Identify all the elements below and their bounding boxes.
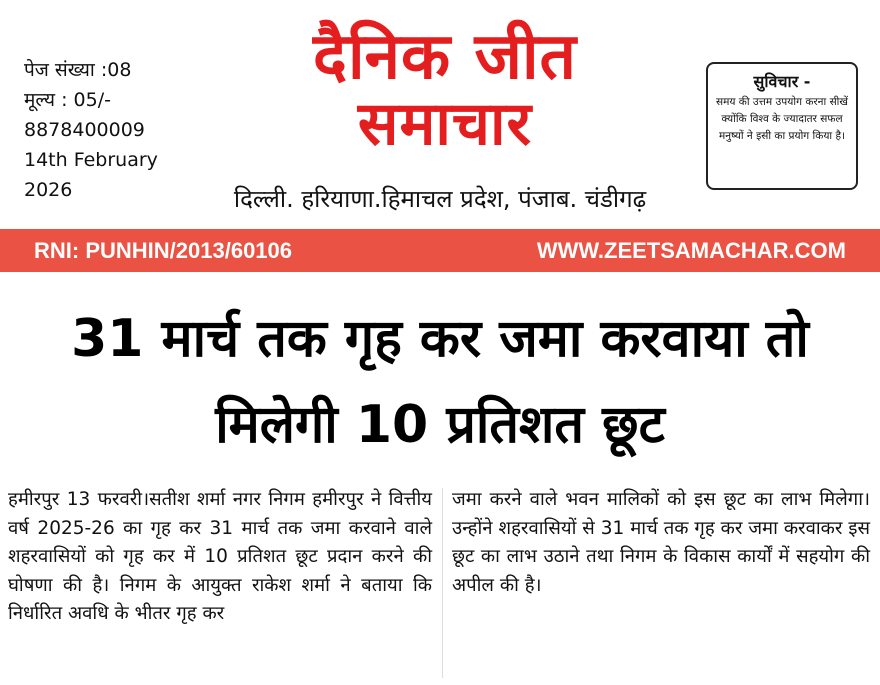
issue-meta (24, 55, 158, 205)
thought-title: सुविचार - (753, 72, 811, 91)
coverage-regions: दिल्ली. हरियाणा.हिमाचल प्रदेश, पंजाब. चंडीगढ़ (233, 185, 647, 213)
phone-number: 8878400009 (24, 119, 145, 141)
article-column-right: जमा करने वाले भवन मालिकों को इस छूट का लाभ मिलेगा। उन्होंने शहरवासियों से 31 मार्च तक गृह कर जमा करवाकर इस छूट का लाभ उठाने तथा निगम के विकास कार्यों में सहयोग की अपील की है। (452, 489, 870, 596)
rni-number: RNI: PUNHIN/2013/60106 (34, 238, 293, 263)
column-divider (442, 488, 443, 678)
issue-date: 14th February (24, 149, 158, 171)
headline (0, 296, 880, 468)
masthead (230, 20, 660, 159)
masthead-title-line1: दैनिक जीत (312, 20, 578, 94)
website-link[interactable]: WWW.ZEETSAMACHAR.COM (536, 238, 846, 263)
thought-of-the-day-box (706, 62, 858, 190)
headline-line2: मिलेगी 10 प्रतिशत छूट (215, 395, 665, 455)
issue-year: 2026 (24, 179, 73, 201)
info-band (0, 229, 880, 272)
headline-line1: 31 मार्च तक गृह कर जमा करवाया तो (71, 309, 809, 369)
page-number: पेज संख्या :08 (24, 59, 132, 81)
price: मूल्य : 05/- (24, 89, 111, 111)
masthead-title-line2: समाचार (357, 89, 533, 159)
thought-text: समय की उत्तम उपयोग करना सीखें क्योंकि विश्व के ज्यादातर सफल मनुष्यों ने इसी का प्रयोग किया है। (716, 96, 848, 142)
article-column-left: हमीरपुर 13 फरवरी।सतीश शर्मा नगर निगम हमीरपुर ने वित्तीय वर्ष 2025-26 का गृह कर 31 मार्च तक जमा करवाने वाले शहरवासियों को गृह कर में 10 प्रतिशत छूट प्रदान करने की घोषणा की है। निगम के आयुक्त राकेश शर्मा ने बताया कि निर्धारित अवधि के भीतर गृह कर (8, 489, 432, 624)
